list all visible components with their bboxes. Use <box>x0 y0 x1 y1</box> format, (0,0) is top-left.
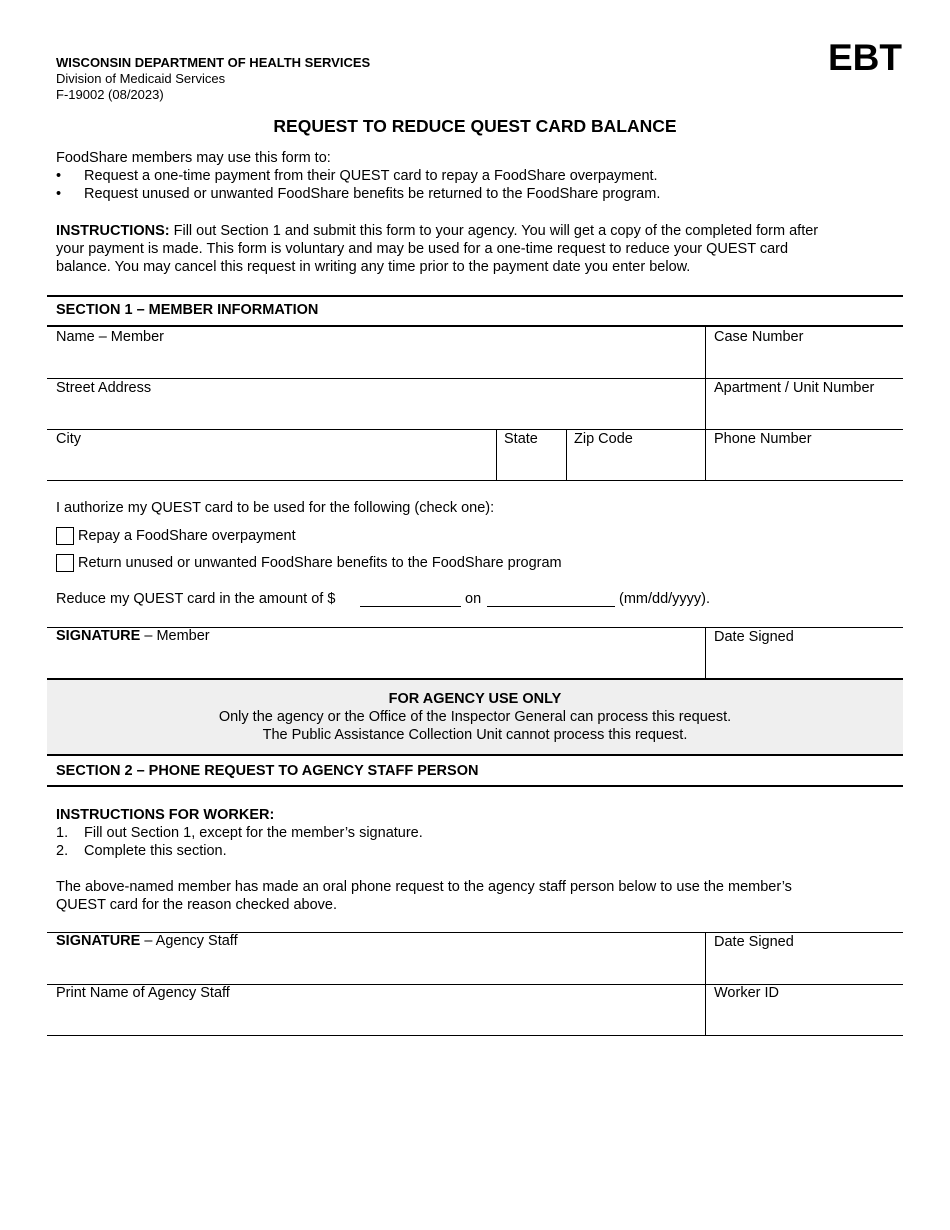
repay-overpayment-checkbox[interactable] <box>56 527 74 545</box>
agency-line-2: The Public Assistance Collection Unit cannot process this request. <box>262 727 688 743</box>
step-number: 2. <box>56 843 69 859</box>
divider <box>47 1035 903 1036</box>
member-signature-field[interactable] <box>48 628 704 678</box>
phone-number-label: Phone Number <box>714 431 812 447</box>
signature-role: – Member <box>140 628 210 644</box>
state-field[interactable] <box>497 430 565 480</box>
agency-date-signed-field[interactable] <box>706 933 902 983</box>
worker-step-2 <box>56 842 227 860</box>
apartment-label: Apartment / Unit Number <box>714 380 875 396</box>
date-format-hint: (mm/dd/yyyy). <box>619 591 711 607</box>
authorize-text: I authorize my QUEST card to be used for the following (check one): <box>56 500 495 516</box>
return-benefits-checkbox[interactable] <box>56 554 74 572</box>
return-benefits-label: Return unused or unwanted FoodShare benefits to the FoodShare program <box>78 555 562 571</box>
member-date-signed-label: Date Signed <box>714 629 794 645</box>
reduce-amount-prefix: Reduce my QUEST card in the amount of $ <box>56 591 336 607</box>
signature-word: SIGNATURE <box>56 933 141 949</box>
state-label: State <box>504 431 538 447</box>
repay-overpayment-label: Repay a FoodShare overpayment <box>78 528 296 544</box>
signature-word: SIGNATURE <box>56 628 141 644</box>
intro-bullet-2 <box>56 185 660 203</box>
signature-role: – Agency Staff <box>140 933 238 949</box>
step-number: 1. <box>56 825 69 841</box>
step-text: Complete this section. <box>84 843 227 859</box>
instructions-line-1 <box>56 222 896 240</box>
amount-input[interactable] <box>360 606 461 607</box>
case-number-label: Case Number <box>714 329 804 345</box>
bullet-symbol: • <box>56 168 62 184</box>
agency-signature-field[interactable] <box>48 933 704 983</box>
divider <box>47 754 903 756</box>
bullet-symbol: • <box>56 186 62 202</box>
divider <box>47 480 903 481</box>
ebt-badge: EBT <box>828 37 902 78</box>
bullet-text: Request unused or unwanted FoodShare benefits be returned to the FoodShare program. <box>84 186 661 202</box>
instructions-line-3: balance. You may cancel this request in writing any time prior to the payment date you enter below. <box>56 259 691 275</box>
reduce-on-text: on <box>465 591 482 607</box>
division-name: Division of Medicaid Services <box>56 71 226 86</box>
section1-heading: SECTION 1 – MEMBER INFORMATION <box>56 302 319 318</box>
zip-code-field[interactable] <box>567 430 704 480</box>
worker-step-1 <box>56 824 423 842</box>
member-name-label: Name – Member <box>56 329 164 345</box>
instructions-line-2: your payment is made. This form is voluntary and may be used for a one-time request to reduce your QUEST card <box>56 241 789 257</box>
member-signature-label <box>56 628 210 645</box>
zip-code-label: Zip Code <box>574 431 633 447</box>
instructions-label: INSTRUCTIONS: <box>56 223 170 239</box>
worker-instructions-heading: INSTRUCTIONS FOR WORKER: <box>56 807 275 823</box>
worker-id-field[interactable] <box>706 985 902 1035</box>
divider <box>47 295 903 297</box>
street-address-field[interactable] <box>48 379 704 429</box>
step-text: Fill out Section 1, except for the member’s signature. <box>84 825 423 841</box>
print-name-label: Print Name of Agency Staff <box>56 985 230 1001</box>
city-label: City <box>56 431 81 447</box>
city-field[interactable] <box>48 430 495 480</box>
statement-line-2: QUEST card for the reason checked above. <box>56 897 338 913</box>
phone-number-field[interactable] <box>706 430 902 480</box>
agency-heading: FOR AGENCY USE ONLY <box>388 691 562 707</box>
agency-line-1: Only the agency or the Office of the Inspector General can process this request. <box>218 709 732 725</box>
divider <box>47 325 903 327</box>
member-date-signed-field[interactable] <box>706 628 902 678</box>
intro-bullet-1 <box>56 167 658 185</box>
divider <box>47 785 903 787</box>
case-number-field[interactable] <box>706 328 902 378</box>
bullet-text: Request a one-time payment from their QUEST card to repay a FoodShare overpayment. <box>84 168 658 184</box>
instructions-text: Fill out Section 1 and submit this form to your agency. You will get a copy of the completed form after <box>169 223 819 239</box>
statement-line-1: The above-named member has made an oral phone request to the agency staff person below to use the member’s <box>56 879 792 895</box>
agency-date-signed-label: Date Signed <box>714 934 794 950</box>
print-name-field[interactable] <box>48 985 704 1035</box>
member-name-field[interactable] <box>48 328 704 378</box>
payment-date-input[interactable] <box>487 606 615 607</box>
department-name: WISCONSIN DEPARTMENT OF HEALTH SERVICES <box>56 55 371 70</box>
apartment-field[interactable] <box>706 379 902 429</box>
intro-lead: FoodShare members may use this form to: <box>56 150 331 166</box>
form-number: F-19002 (08/2023) <box>56 87 164 102</box>
street-address-label: Street Address <box>56 380 152 396</box>
section2-heading: SECTION 2 – PHONE REQUEST TO AGENCY STAFF PERSON <box>56 763 479 779</box>
worker-id-label: Worker ID <box>714 985 779 1001</box>
agency-signature-label <box>56 933 238 950</box>
form-title: REQUEST TO REDUCE QUEST CARD BALANCE <box>273 116 677 136</box>
